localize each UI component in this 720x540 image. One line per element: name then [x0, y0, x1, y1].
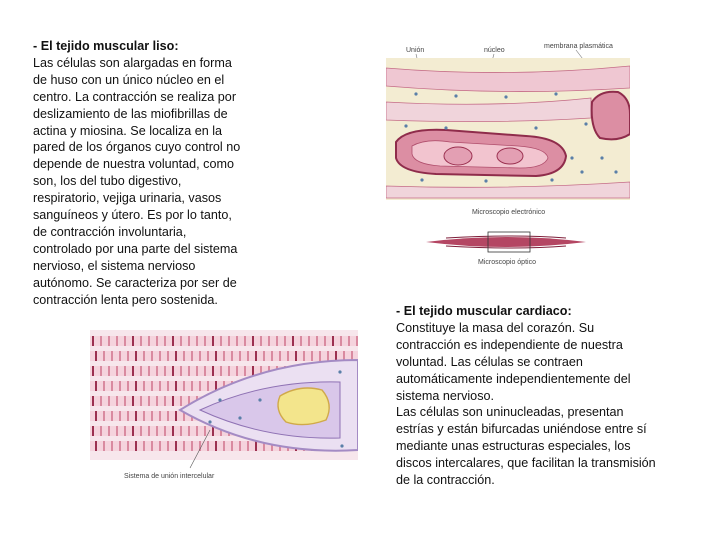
- striation: [159, 441, 161, 451]
- cardiaco-line: discos intercalares, que facilitan la transmisión: [396, 456, 656, 471]
- striation: [271, 351, 273, 361]
- label-micro-electronico: Microscopio electrónico: [472, 209, 546, 216]
- striation: [156, 366, 158, 376]
- intercalated-disc: [252, 366, 254, 376]
- striation: [108, 396, 110, 406]
- liso-line: contracción lenta pero sostenida.: [33, 292, 218, 307]
- striation: [196, 366, 198, 376]
- striation: [244, 336, 246, 346]
- striation: [143, 381, 145, 391]
- striation: [140, 366, 142, 376]
- striation: [148, 366, 150, 376]
- intercalated-disc: [135, 381, 137, 391]
- striation: [164, 426, 166, 436]
- intercalated-disc: [212, 366, 214, 376]
- striation: [100, 396, 102, 406]
- striation: [103, 411, 105, 421]
- striation: [148, 396, 150, 406]
- striation: [268, 336, 270, 346]
- intercalated-disc: [92, 396, 94, 406]
- striation: [167, 441, 169, 451]
- striation: [319, 351, 321, 361]
- striation: [140, 396, 142, 406]
- striation: [356, 336, 358, 346]
- striation: [311, 351, 313, 361]
- striation: [303, 351, 305, 361]
- label-union: Unión: [406, 47, 425, 54]
- striation: [188, 366, 190, 376]
- striation: [228, 366, 230, 376]
- striation: [204, 336, 206, 346]
- striation: [103, 381, 105, 391]
- intercalated-disc: [135, 411, 137, 421]
- intercalated-disc: [292, 336, 294, 346]
- striation: [263, 351, 265, 361]
- smooth-muscle-cell: [592, 92, 630, 140]
- nucleus-icon: [497, 148, 523, 164]
- striation: [279, 351, 281, 361]
- nucleus-icon: [444, 147, 472, 165]
- liso-line: pared de los órganos cuyo control no: [33, 140, 241, 155]
- liso-line: sanguíneos y útero. Es por lo tanto,: [33, 208, 232, 223]
- label-cardiac-caption: Sistema de unión intercelular: [124, 473, 215, 480]
- cardiaco-line: automáticamente independientemente del: [396, 371, 631, 386]
- intercalated-disc: [92, 336, 94, 346]
- striation: [247, 441, 249, 451]
- striation: [236, 336, 238, 346]
- striation: [116, 426, 118, 436]
- intercalated-disc: [175, 411, 177, 421]
- striation: [116, 396, 118, 406]
- striation: [180, 396, 182, 406]
- cardiaco-line: Las células son uninucleadas, presentan: [396, 405, 624, 420]
- label-nucleo: núcleo: [484, 47, 505, 54]
- striation: [228, 336, 230, 346]
- striation: [231, 441, 233, 451]
- striation: [124, 396, 126, 406]
- striation: [324, 336, 326, 346]
- cardiaco-description: [396, 303, 692, 489]
- smooth-muscle-drawing: [386, 38, 630, 270]
- liso-line: depende de nuestra voluntad, como: [33, 157, 234, 172]
- striation: [204, 426, 206, 436]
- cardiaco-line: Constituye la masa del corazón. Su: [396, 320, 595, 335]
- striation: [327, 351, 329, 361]
- liso-line: de contracción involuntaria,: [33, 224, 187, 239]
- striation: [119, 381, 121, 391]
- striation: [207, 351, 209, 361]
- striation: [284, 336, 286, 346]
- intercalated-disc: [335, 351, 337, 361]
- striation: [124, 366, 126, 376]
- intercalated-disc: [175, 381, 177, 391]
- striation: [148, 426, 150, 436]
- striation: [140, 336, 142, 346]
- striation: [223, 441, 225, 451]
- striation: [140, 426, 142, 436]
- cardiaco-heading: - El tejido muscular cardiaco:: [396, 304, 572, 318]
- intercalated-disc: [95, 351, 97, 361]
- striation: [116, 336, 118, 346]
- label-membrana: membrana plasmática: [544, 43, 613, 50]
- cardiac-muscle-drawing: [90, 330, 358, 482]
- striation: [100, 426, 102, 436]
- intercalated-disc: [172, 336, 174, 346]
- striation: [183, 351, 185, 361]
- smooth-muscle-illustration: [386, 38, 630, 270]
- intercalated-disc: [95, 411, 97, 421]
- striation: [199, 381, 201, 391]
- liso-line: nervioso, el sistema nervioso: [33, 258, 196, 273]
- cardiaco-line: voluntad. Las células se contraen: [396, 354, 583, 369]
- striation: [127, 351, 129, 361]
- striation: [116, 366, 118, 376]
- striation: [191, 381, 193, 391]
- intercalated-disc: [255, 441, 257, 451]
- intercalated-disc: [132, 366, 134, 376]
- intercalated-disc: [295, 351, 297, 361]
- striation: [199, 351, 201, 361]
- striation: [151, 441, 153, 451]
- striation: [156, 396, 158, 406]
- striation: [156, 336, 158, 346]
- striation: [180, 366, 182, 376]
- intercalated-disc: [175, 351, 177, 361]
- striation: [119, 441, 121, 451]
- liso-description: [33, 38, 265, 309]
- striation: [244, 366, 246, 376]
- striation: [124, 426, 126, 436]
- striation: [223, 351, 225, 361]
- striation: [111, 381, 113, 391]
- striation: [100, 366, 102, 376]
- striation: [143, 441, 145, 451]
- intercalated-disc: [95, 381, 97, 391]
- striation: [340, 336, 342, 346]
- striation: [111, 351, 113, 361]
- liso-line: autónomo. Se caracteriza por ser de: [33, 275, 237, 290]
- striation: [159, 351, 161, 361]
- intercalated-disc: [132, 426, 134, 436]
- striation: [183, 441, 185, 451]
- striation: [316, 336, 318, 346]
- striation: [143, 351, 145, 361]
- striation: [108, 336, 110, 346]
- striation: [239, 441, 241, 451]
- intercalated-disc: [212, 336, 214, 346]
- intercalated-disc: [175, 441, 177, 451]
- striation: [183, 381, 185, 391]
- intercalated-disc: [135, 351, 137, 361]
- striation: [143, 411, 145, 421]
- label-micro-optico: Microscopio óptico: [478, 259, 536, 266]
- cardiac-muscle-illustration: [90, 330, 358, 482]
- liso-line: respiratorio, vejiga urinaria, vasos: [33, 191, 222, 206]
- striation: [204, 366, 206, 376]
- striation: [119, 351, 121, 361]
- smooth-muscle-spindle: [426, 237, 586, 247]
- intercalated-disc: [172, 426, 174, 436]
- striation: [239, 351, 241, 361]
- striation: [196, 336, 198, 346]
- striation: [111, 441, 113, 451]
- striation: [207, 441, 209, 451]
- striation: [276, 336, 278, 346]
- intercalated-disc: [252, 336, 254, 346]
- striation: [220, 336, 222, 346]
- striation: [103, 351, 105, 361]
- liso-line: actina y miosina. Se localiza en la: [33, 123, 223, 138]
- striation: [191, 351, 193, 361]
- striation: [188, 426, 190, 436]
- striation: [100, 336, 102, 346]
- intercalated-disc: [132, 396, 134, 406]
- striation: [108, 426, 110, 436]
- striation: [164, 336, 166, 346]
- striation: [247, 351, 249, 361]
- liso-line: son, los del tubo digestivo,: [33, 174, 182, 189]
- intercalated-disc: [92, 426, 94, 436]
- striation: [148, 336, 150, 346]
- intercalated-disc: [215, 351, 217, 361]
- striation: [151, 351, 153, 361]
- fat-droplet: [278, 388, 329, 425]
- striation: [164, 366, 166, 376]
- striation: [300, 336, 302, 346]
- liso-line: de huso con un único núcleo en el: [33, 72, 225, 87]
- cardiaco-line: estrías y están bifurcadas uniéndose entre sí: [396, 422, 647, 437]
- striation: [220, 366, 222, 376]
- striation: [127, 381, 129, 391]
- striation: [167, 351, 169, 361]
- striation: [159, 381, 161, 391]
- striation: [111, 411, 113, 421]
- intercalated-disc: [172, 366, 174, 376]
- striation: [103, 441, 105, 451]
- striation: [119, 411, 121, 421]
- striation: [159, 411, 161, 421]
- liso-line: Las células son alargadas en forma: [33, 55, 232, 70]
- liso-heading: - El tejido muscular liso:: [33, 39, 179, 53]
- intercalated-disc: [132, 336, 134, 346]
- striation: [151, 411, 153, 421]
- liso-line: deslizamiento de las miofibrillas de: [33, 106, 228, 121]
- striation: [127, 441, 129, 451]
- cardiaco-line: mediante unas estructuras especiales, los: [396, 439, 631, 454]
- intercalated-disc: [215, 441, 217, 451]
- intercalated-disc: [135, 441, 137, 451]
- striation: [196, 426, 198, 436]
- striation: [308, 336, 310, 346]
- intercalated-disc: [95, 441, 97, 451]
- striation: [287, 351, 289, 361]
- liso-line: controlado por una parte del sistema: [33, 241, 238, 256]
- striation: [191, 441, 193, 451]
- striation: [167, 411, 169, 421]
- cardiaco-line: sistema nervioso.: [396, 388, 494, 403]
- striation: [207, 381, 209, 391]
- striation: [188, 336, 190, 346]
- striation: [164, 396, 166, 406]
- striation: [260, 336, 262, 346]
- cardiaco-line: de la contracción.: [396, 473, 495, 488]
- intercalated-disc: [332, 336, 334, 346]
- liso-line: centro. La contracción se realiza por: [33, 89, 237, 104]
- striation: [124, 336, 126, 346]
- striation: [108, 366, 110, 376]
- striation: [236, 366, 238, 376]
- striation: [180, 336, 182, 346]
- cardiaco-line: contracción es independiente de nuestra: [396, 337, 623, 352]
- striation: [167, 381, 169, 391]
- striation: [127, 411, 129, 421]
- striation: [156, 426, 158, 436]
- striation: [231, 351, 233, 361]
- intercalated-disc: [255, 351, 257, 361]
- striation: [180, 426, 182, 436]
- intercalated-disc: [92, 366, 94, 376]
- striation: [348, 336, 350, 346]
- striation: [151, 381, 153, 391]
- intercalated-disc: [172, 396, 174, 406]
